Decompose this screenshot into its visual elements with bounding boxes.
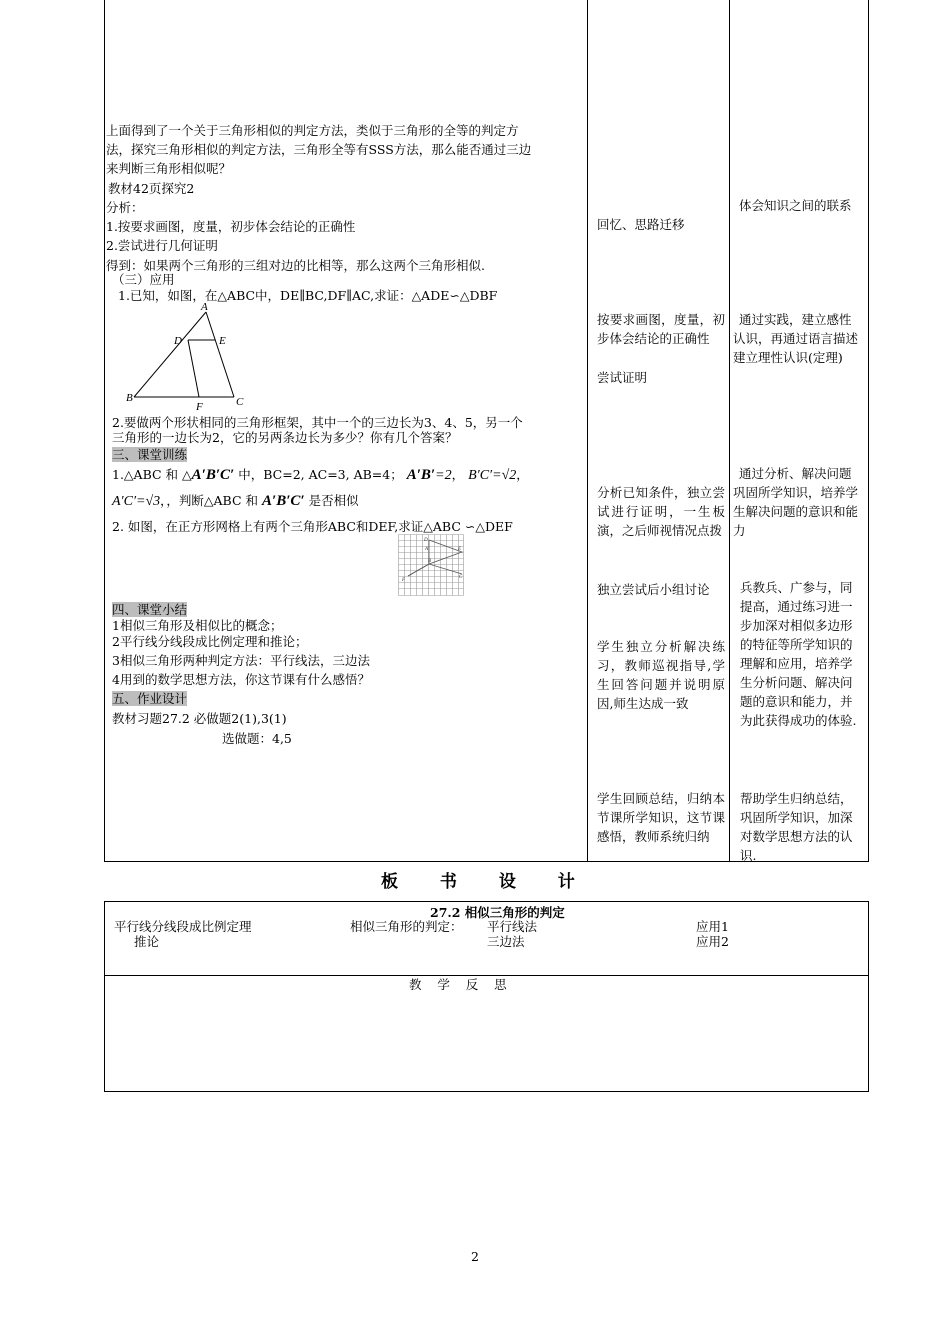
figure-side-ac: [206, 312, 234, 397]
column-divider-1: [587, 0, 588, 862]
ex1-text-1: 1.△ABC 和 △: [112, 467, 192, 482]
grid-label-f: F: [402, 578, 406, 583]
summary-2: 2平行线分线段成比例定理和推论；: [112, 634, 308, 649]
ex1-text-3: ，: [451, 467, 465, 482]
right-cell-1: 体会知识之间的联系: [739, 198, 852, 213]
homework-required: 教材习题27.2 必做题2(1),3(1): [112, 711, 287, 726]
summary-1: 1相似三角形及相似比的概念；: [112, 618, 283, 633]
board-mid-2: 三边法: [487, 934, 525, 949]
ex1-math-2: A′B′: [406, 467, 436, 483]
section-3-title-text: 三、课堂训练: [112, 447, 188, 462]
right-cell-3: 通过分析、解决问题巩固所学知识，培养学生解决问题的意识和能力: [733, 466, 859, 538]
board-mid-label: 相似三角形的判定：: [350, 919, 463, 934]
grid-label-d: D: [424, 538, 428, 543]
teaching-reflection: 教 学 反 思: [409, 977, 507, 992]
figure-label-b: B: [126, 392, 133, 404]
ex1-text-5: ，，判断△ABC 和: [160, 493, 262, 508]
column-divider-2: [729, 0, 730, 862]
analysis-step-1: 1.按要求画图，度量，初步体会结论的正确性: [106, 219, 356, 234]
exercise-2: 2. 如图，在正方形网格上有两个三角形ABC和DEF,求证△ABC ∽△DEF: [112, 519, 513, 534]
figure-label-d: D: [174, 335, 182, 347]
ex1-math-5: A′B′C′: [261, 493, 305, 509]
grid-label-c: C: [459, 575, 463, 580]
analysis-label: 分析：: [106, 200, 144, 215]
ex1-math-2-value: =2: [435, 468, 452, 483]
analysis-step-2: 2.尝试进行几何证明: [106, 238, 218, 253]
application-2-line-1: 2.要做两个形状相同的三角形框架，其中一个的三边长为3、4、5，另一个: [112, 415, 523, 430]
textbook-ref: 教材42页探究2: [108, 181, 195, 196]
board-title: 27.2 相似三角形的判定: [430, 905, 565, 920]
board-left-2: 推论: [134, 934, 160, 949]
board-right-1: 应用1: [696, 919, 729, 934]
middle-cell-5: 学生独立分析解决练习，教师巡视指导,学生回答问题并说明原因,师生达成一致: [597, 639, 725, 711]
section-4-title-text: 四、课堂小结: [112, 602, 188, 617]
figure-label-e: E: [219, 335, 226, 347]
exercise-1-line-1: [112, 465, 529, 486]
ex1-text-2: 中，BC=2, AC=3, AB=4；: [234, 467, 403, 482]
middle-cell-3: 分析已知条件，独立尝试进行证明，一生板演，之后师视情况点拨: [597, 485, 725, 538]
exercise-1-line-2: [112, 491, 359, 512]
figure-label-a: A: [201, 301, 208, 313]
middle-cell-4: 独立尝试后小组讨论: [597, 582, 710, 597]
section-5-title: [112, 690, 187, 708]
middle-cell-2: 按要求画图，度量，初步体会结论的正确性: [597, 312, 725, 346]
ex1-math-4-value: =√3: [136, 494, 161, 509]
intro-line-1: 上面得到了一个关于三角形相似的判定方法，类似于三角形的全等的判定方: [106, 123, 519, 138]
board-mid-1: 平行线法: [487, 919, 538, 934]
right-cell-2: 通过实践，建立感性认识，再通过语言描述建立理性认识(定理): [733, 312, 859, 365]
ex1-math-3: B′C′: [468, 468, 493, 483]
middle-cell-6: 学生回顾总结，归纳本节课所学知识，这节课感悟，教师系统归纳: [597, 791, 725, 844]
figure-segment-df: [188, 340, 199, 397]
ex1-text-4: ，: [516, 467, 529, 482]
section-3-title: [112, 446, 187, 464]
ex1-text-6: 是否相似: [304, 493, 359, 508]
conclusion: 得到：如果两个三角形的三组对边的比相等，那么这两个三角形相似.: [106, 258, 485, 273]
figure-label-f: F: [196, 401, 203, 412]
grid-figure: [398, 534, 464, 596]
right-cell-4: 兵教兵、广参与，同提高，通过练习进一步加深对相似多边形的特征等所学知识的理解和应用，培养学生分析问题、解决问题的意识和能力，并为此获得成功的体验.: [740, 580, 857, 728]
triangle-figure: [122, 300, 252, 412]
intro-line-3: 来判断三角形相似呢？: [106, 161, 232, 176]
application-heading: （三）应用: [112, 272, 175, 287]
grid-label-a: A: [425, 547, 429, 552]
figure-side-ab: [134, 312, 206, 397]
application-2-line-2: 三角形的一边长为2，它的另两条边长为多少？你有几个答案？: [112, 430, 458, 445]
middle-cell-2b: 尝试证明: [597, 370, 648, 385]
section-5-title-text: 五、作业设计: [112, 691, 188, 706]
homework-optional: 选做题：4,5: [222, 731, 292, 746]
middle-cell-1: 回忆、思路迁移: [597, 217, 685, 232]
summary-3: 3相似三角形两种判定方法：平行线法，三边法: [112, 653, 370, 668]
board-design-heading: 板 书 设 计: [381, 872, 575, 892]
grid-label-e: E: [458, 547, 462, 552]
ex1-math-3-value: =√2: [492, 468, 517, 483]
ex1-math-1: A′B′C′: [191, 467, 235, 483]
page-number: 2: [471, 1249, 479, 1264]
application-1: 1.已知，如图，在△ABC中，DE∥BC,DF∥AC,求证：△ADE∽△DBF: [118, 288, 498, 303]
board-right-2: 应用2: [696, 934, 729, 949]
intro-line-2: 法，探究三角形相似的判定方法，三角形全等有SSS方法，那么能否通过三边: [106, 142, 532, 157]
grid-label-b: B: [428, 559, 432, 564]
right-cell-5: 帮助学生归纳总结，巩固所学知识，加深对数学思想方法的认识.: [740, 791, 853, 863]
summary-4: 4用到的数学思想方法，你这节课有什么感悟？: [112, 672, 370, 687]
figure-label-c: C: [236, 396, 244, 408]
board-left-1: 平行线分线段成比例定理: [114, 919, 252, 934]
ex1-math-4: A′C′: [112, 494, 137, 509]
